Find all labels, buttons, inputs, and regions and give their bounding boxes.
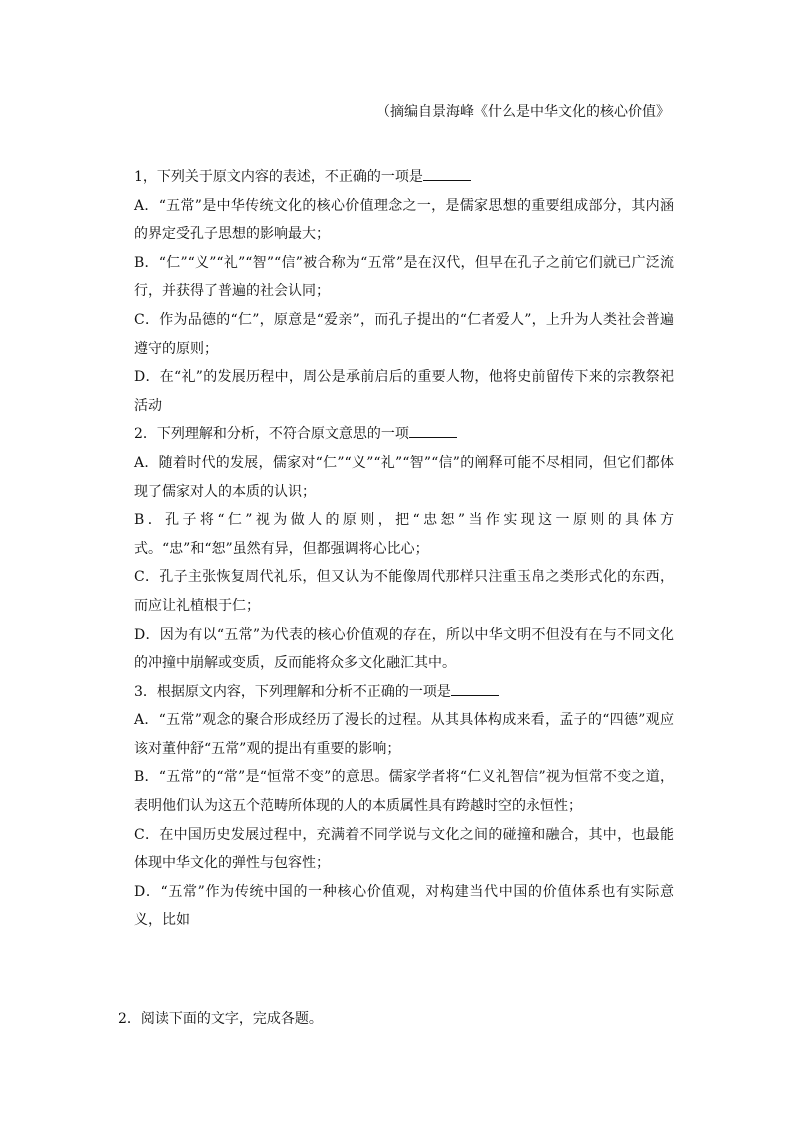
- question-1-stem-text: 1，下列关于原文内容的表述，不正确的一项是: [134, 169, 423, 185]
- question-3-option-c: C．在中国历史发展过程中，充满着不同学说与文化之间的碰撞和融合，其中，也最能体现中华文化的弹性与包容性；: [134, 826, 674, 872]
- answer-blank: [451, 681, 499, 696]
- question-1-option-a: A．“五常”是中华传统文化的核心价值理念之一，是儒家思想的重要组成部分，其内涵的界定受孔子思想的影响最大；: [134, 197, 674, 243]
- question-2-option-a: A．随着时代的发展，儒家对“仁”“义”“礼”“智”“信”的阐释可能不尽相同，但它们都体现了儒家对人的本质的认识；: [134, 454, 674, 500]
- answer-blank: [423, 166, 471, 181]
- question-3-option-b: B．“五常”的“常”是“恒常不变”的意思。儒家学者将“仁义礼智信”视为恒常不变之道，表明他们认为这五个范畴所体现的人的本质属性具有跨越时空的永恒性；: [134, 769, 674, 815]
- question-1-stem: [134, 163, 674, 192]
- question-3-option-d: D．“五常”作为传统中国的一种核心价值观，对构建当代中国的价值体系也有实际意义，比如: [134, 883, 674, 929]
- question-2-stem: [134, 420, 674, 449]
- question-1-option-b: B．“仁”“义”“礼”“智”“信”被合称为“五常”是在汉代，但早在孔子之前它们就已广泛流行，并获得了普遍的社会认同；: [134, 254, 674, 300]
- question-2-option-d: D．因为有以“五常”为代表的核心价值观的存在，所以中华文明不但没有在与不同文化的冲撞中崩解或变质，反而能将众多文化融汇其中。: [134, 626, 674, 672]
- question-3-stem: [134, 678, 674, 707]
- question-3-stem-text: 3．根据原文内容，下列理解和分析不正确的一项是: [134, 683, 451, 700]
- question-2-stem-text: 2．下列理解和分析，不符合原文意思的一项: [134, 426, 409, 443]
- question-3-option-a: A．“五常”观念的聚合形成经历了漫长的过程。从其具体构成来看，孟子的“四德”观应该对董仲舒“五常”观的提出有重要的影响；: [134, 712, 674, 757]
- next-section-heading: 2．阅读下面的文字，完成各题。: [118, 1011, 323, 1027]
- question-1-option-d: D．在“礼”的发展历程中，周公是承前启后的重要人物，他将史前留传下来的宗教祭祀活动: [134, 369, 674, 414]
- source-citation: （摘编自景海峰《什么是中华文化的核心价值》: [376, 104, 670, 120]
- answer-blank: [409, 423, 457, 438]
- question-1-option-c: C．作为品德的“仁”，原意是“爱亲”，而孔子提出的“仁者爱人”，上升为人类社会普遍遵守的原则；: [134, 311, 674, 357]
- question-2-option-b: B．孔子将“仁”视为做人的原则，把“忠恕”当作实现这一原则的具体方式。“忠”和“恕”虽然有异，但都强调将心比心；: [134, 512, 674, 557]
- question-2-option-c: C．孔子主张恢复周代礼乐，但又认为不能像周代那样只注重玉帛之类形式化的东西，而应让礼植根于仁；: [134, 569, 674, 614]
- question-block: [134, 163, 674, 935]
